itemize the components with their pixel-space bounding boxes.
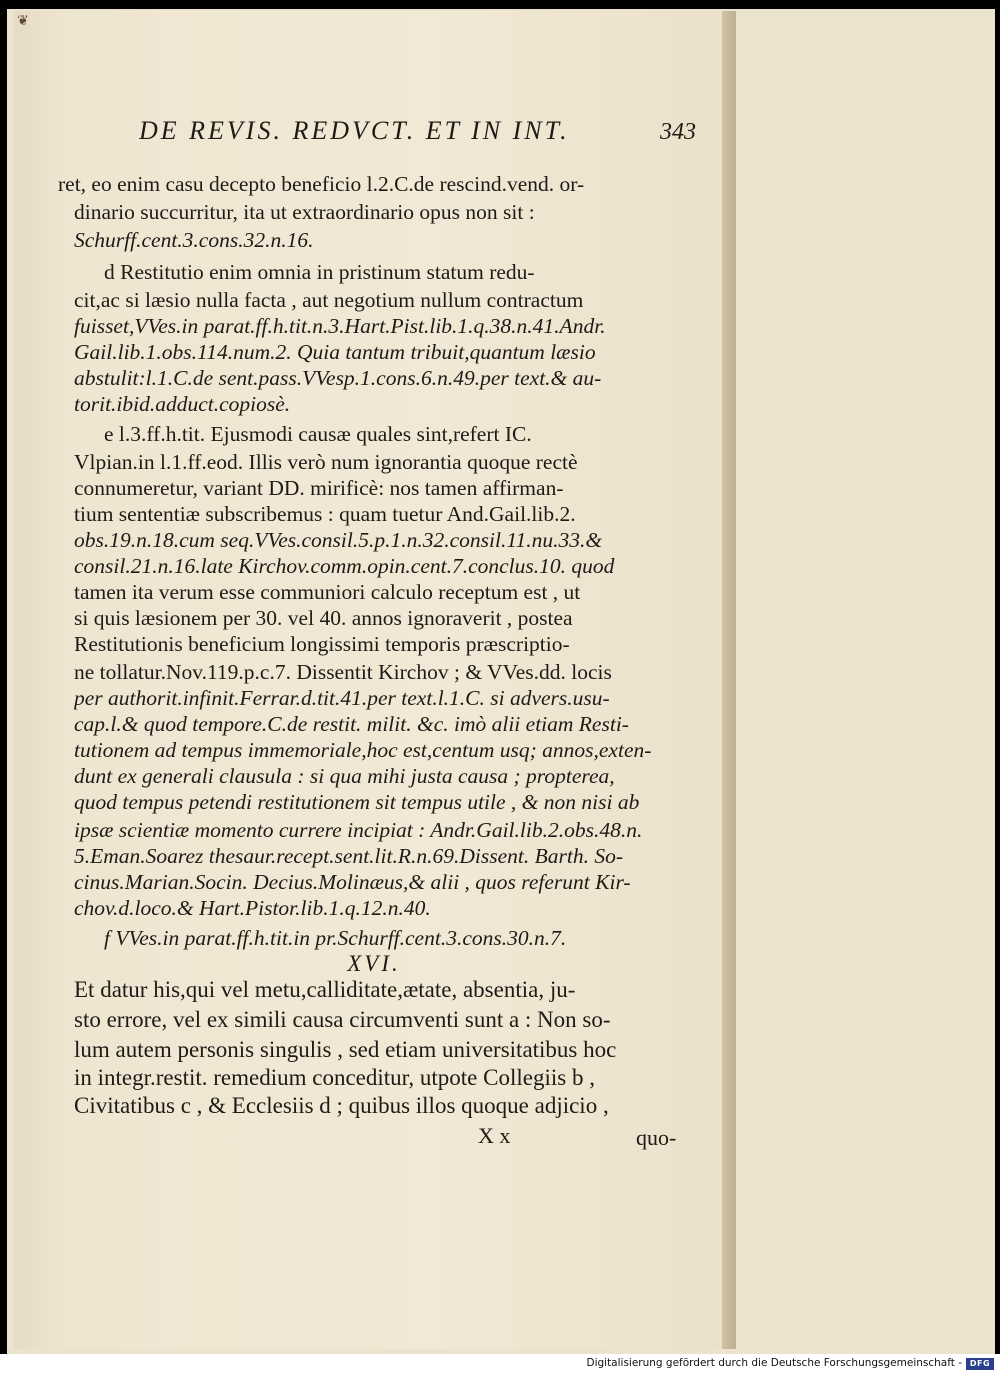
text-line: obs.19.n.18.cum seq.VVes.consil.5.p.1.n.32.consil.11.nu.33.& [74,528,603,552]
text-line: Schurff.cent.3.cons.32.n.16. [74,228,314,252]
dfg-logo-icon: DFG [966,1358,994,1370]
text-line: cap.l.& quod tempore.C.de restit. milit. &c. imò alii etiam Resti- [74,712,629,736]
text-line: Civitatibus c , & Ecclesiis d ; quibus illos quoque adjicio , [74,1093,609,1118]
text-line: connumeretur, variant DD. mirificè: nos tamen affirman- [74,476,564,500]
text-line: fuisset,VVes.in parat.ff.h.tit.n.3.Hart.Pist.lib.1.q.38.n.41.Andr. [74,314,606,338]
text-line: Et datur his,qui vel metu,calliditate,ætate, absentia, ju- [74,977,576,1002]
text-line: si quis læsionem per 30. vel 40. annos ignoraverit , postea [74,606,573,630]
text-line: dunt ex generali clausula : si qua mihi justa causa ; propterea, [74,764,615,788]
text-line: torit.ibid.adduct.copiosè. [74,392,291,416]
text-line: abstulit:l.1.C.de sent.pass.VVesp.1.cons.6.n.49.per text.& au- [74,366,602,390]
text-line: Restitutionis beneficium longissimi temporis præscriptio- [74,632,570,656]
note-line: d Restitutio enim omnia in pristinum statum redu- [104,260,535,284]
text-line: ipsæ scientiæ momento currere incipiat : Andr.Gail.lib.2.obs.48.n. [74,818,643,842]
text-line: chov.d.loco.& Hart.Pistor.lib.1.q.12.n.40. [74,896,431,920]
text-line: tamen ita verum esse communiori calculo receptum est , ut [74,580,581,604]
text-line: cit,ac si læsio nulla facta , aut negotium nullum contractum [74,288,584,312]
text-block [14,11,734,1349]
text-line: lum autem personis singulis , sed etiam universitatibus hoc [74,1037,617,1062]
text-line: sto errore, vel ex simili causa circumventi sunt a : Non so- [74,1007,611,1032]
text-line: tium sententiæ subscribemus : quam tuetur And.Gail.lib.2. [74,502,576,526]
text-line: in integr.restit. remedium conceditur, utpote Collegiis b , [74,1065,595,1090]
text-line: consil.21.n.16.late Kirchov.comm.opin.cent.7.conclus.10. quod [74,554,615,578]
text-line: ret, eo enim casu decepto beneficio l.2.C.de rescind.vend. or- [58,172,585,196]
text-line: quod tempus petendi restitutionem sit tempus utile , & non nisi ab [74,790,640,814]
book-page [14,11,736,1349]
text-line: cinus.Marian.Socin. Decius.Molinæus,& alii , quos referunt Kir- [74,870,631,894]
text-line: ne tollatur.Nov.119.p.c.7. Dissentit Kirchov ; & VVes.dd. locis [74,660,612,684]
text-line: 5.Eman.Soarez thesaur.recept.sent.lit.R.n.69.Dissent. Barth. So- [74,844,623,868]
corner-ornament-icon: ❦ [17,14,29,29]
text-line: tutionem ad tempus immemoriale,hoc est,centum usq; annos,exten- [74,738,652,762]
page-number: 343 [660,119,696,145]
note-line: f VVes.in parat.ff.h.tit.in pr.Schurff.cent.3.cons.30.n.7. [104,926,567,950]
note-line: e l.3.ff.h.tit. Ejusmodi causæ quales sint,refert IC. [104,422,532,446]
section-number: XVI. [347,951,401,976]
footer-credit: Digitalisierung gefördert durch die Deutsche Forschungsgemeinschaft - [586,1357,962,1369]
signature-mark: X x [478,1123,511,1148]
text-line: dinario succurritur, ita ut extraordinario opus non sit : [74,200,535,224]
text-line: per authorit.infinit.Ferrar.d.tit.41.per text.l.1.C. si advers.usu- [74,686,610,710]
text-line: Gail.lib.1.obs.114.num.2. Quia tantum tribuit,quantum læsio [74,340,596,364]
footer-bar [0,1354,1000,1374]
catchword: quo- [636,1125,677,1150]
text-line: Vlpian.in l.1.ff.eod. Illis verò num ignorantia quoque rectè [74,450,578,474]
running-head: DE REVIS. REDVCT. ET IN INT. [139,116,570,145]
